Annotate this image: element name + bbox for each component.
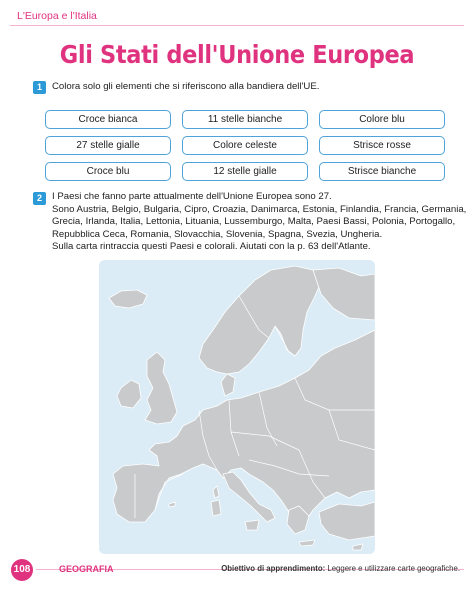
- exercise-2-line: I Paesi che fanno parte attualmente dell'Unione Europea sono 27.: [52, 191, 332, 202]
- subject-label: GEOGRAFIA: [59, 564, 114, 574]
- option-colore-blu[interactable]: Colore blu: [319, 110, 445, 129]
- europe-map[interactable]: [99, 260, 375, 554]
- section-label: L'Europa e l'Italia: [17, 10, 97, 22]
- option-27-stelle-gialle[interactable]: 27 stelle gialle: [45, 136, 171, 155]
- option-strisce-rosse[interactable]: Strisce rosse: [319, 136, 445, 155]
- option-colore-celeste[interactable]: Colore celeste: [182, 136, 308, 155]
- exercise-2-line: Sono Austria, Belgio, Bulgaria, Cipro, Croazia, Danimarca, Estonia, Finlandia, Francia, Germania,: [52, 203, 467, 215]
- option-croce-bianca[interactable]: Croce bianca: [45, 110, 171, 129]
- page-title: Gli Stati dell'Unione Europea: [59, 40, 415, 69]
- sardinia-shape[interactable]: [211, 500, 221, 516]
- option-12-stelle-gialle[interactable]: 12 stelle gialle: [182, 162, 308, 181]
- sicily-shape[interactable]: [245, 520, 259, 530]
- objective-label: Obiettivo di apprendimento:: [221, 564, 326, 573]
- exercise-2-line: Grecia, Irlanda, Italia, Lettonia, Lituania, Lussemburgo, Malta, Paesi Bassi, Polonia, Portogallo,: [52, 216, 456, 227]
- europe-map-svg: [99, 260, 375, 554]
- exercise-1-number: 1: [33, 81, 46, 94]
- page-number: 108: [11, 559, 33, 581]
- objective-text: Leggere e utilizzare carte geografiche.: [325, 564, 460, 573]
- exercise-2-text: [52, 191, 467, 254]
- exercise-2-number: 2: [33, 192, 46, 205]
- option-croce-blu[interactable]: Croce blu: [45, 162, 171, 181]
- exercise-2-line: Sulla carta rintraccia questi Paesi e colorali. Aiutati con la p. 63 dell'Atlante.: [52, 241, 371, 252]
- exercise-1-instruction: Colora solo gli elementi che si riferiscono alla bandiera dell'UE.: [52, 81, 320, 92]
- option-11-stelle-bianche[interactable]: 11 stelle bianche: [182, 110, 308, 129]
- exercise-2-line: Repubblica Ceca, Romania, Slovacchia, Slovenia, Spagna, Svezia, Ungheria.: [52, 228, 383, 240]
- header-divider: [10, 25, 464, 26]
- learning-objective: [221, 564, 460, 573]
- option-strisce-bianche[interactable]: Strisce bianche: [319, 162, 445, 181]
